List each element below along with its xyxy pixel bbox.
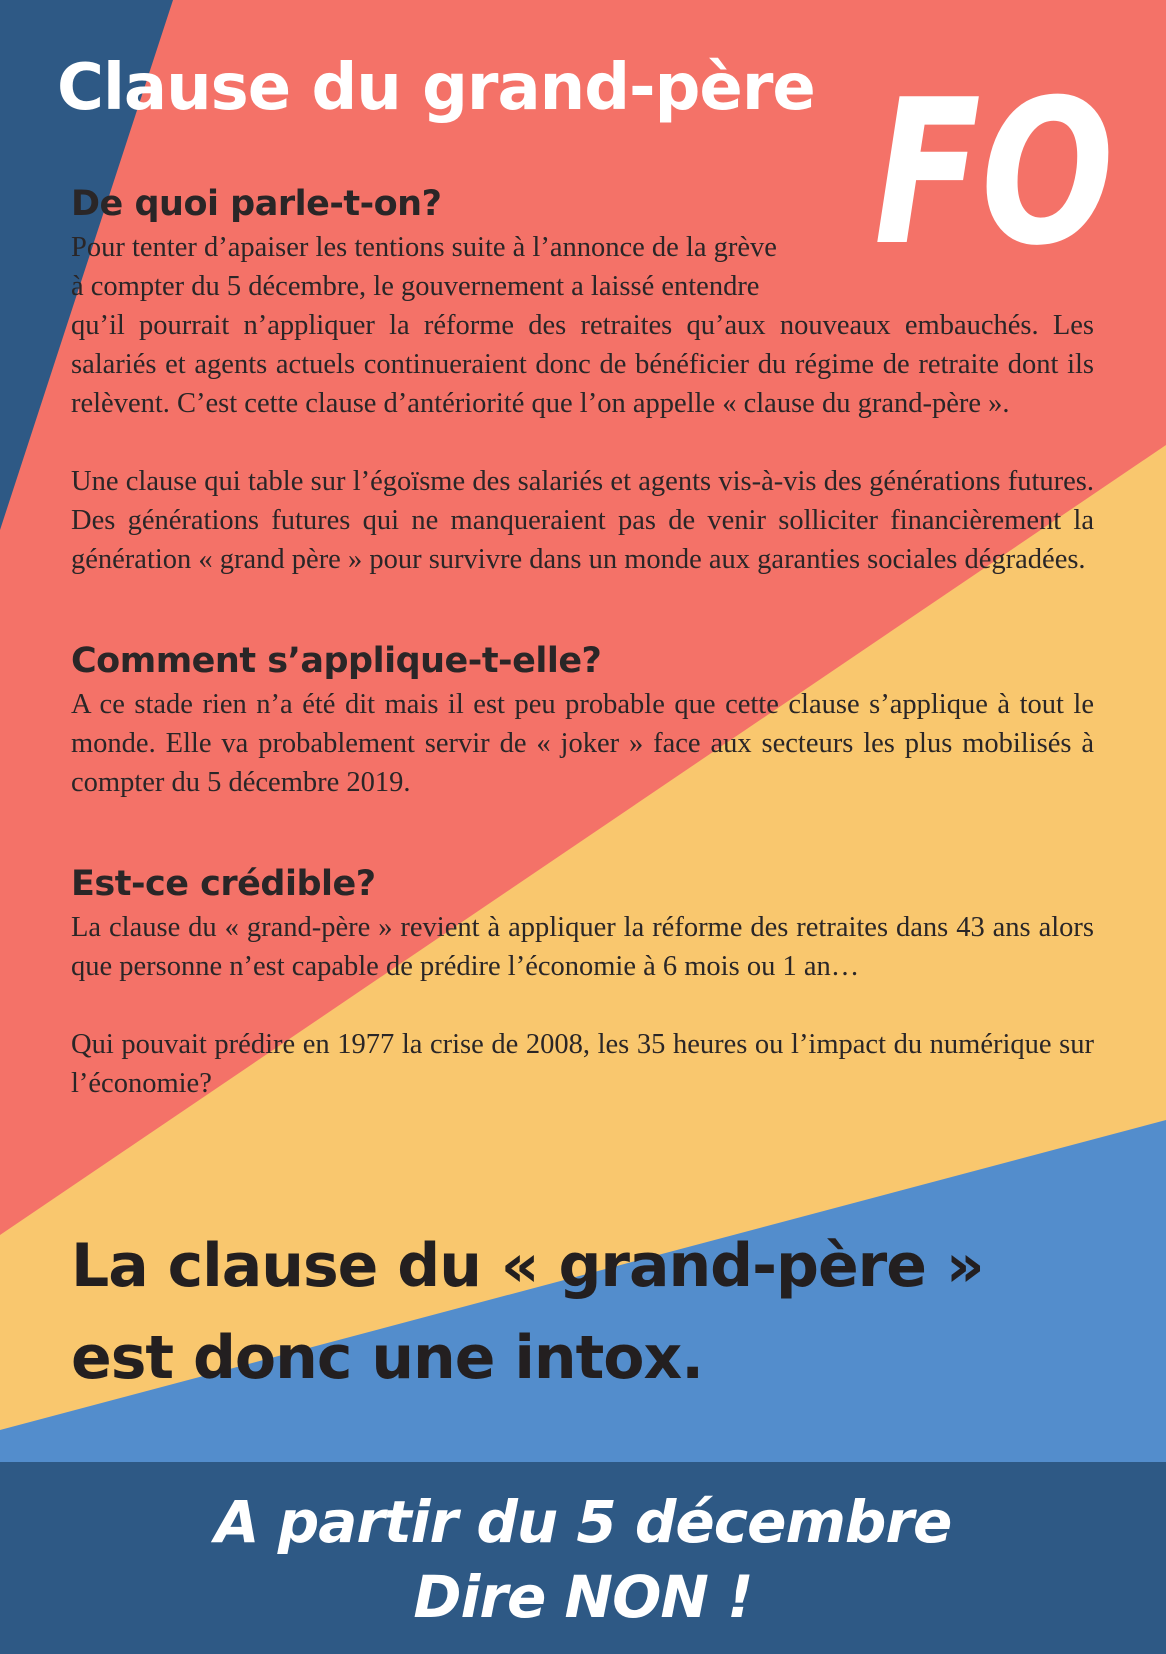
section-heading: De quoi parle-t-on? — [71, 184, 442, 224]
page-title: Clause du grand-père — [57, 51, 815, 125]
section-heading: Est-ce crédible? — [71, 864, 376, 904]
paragraph-line: à compter du 5 décembre, le gouvernement a laissé entendre — [71, 271, 760, 302]
paragraph: A ce stade rien n’a été dit mais il est peu probable que cette clause s’applique à tout le monde. Elle va probablement servir de « joker » face aux secteurs les plus mobilisés à compter du 5 décembre 2019. — [71, 689, 1094, 798]
conclusion-statement — [71, 1220, 984, 1404]
paragraph — [71, 228, 1094, 306]
footer-line-2: Dire NON ! — [413, 1563, 753, 1631]
conclusion-line-1: La clause du « grand-père » — [71, 1231, 984, 1301]
footer-call-to-action — [0, 1485, 1166, 1635]
conclusion-line-2: est donc une intox. — [71, 1323, 704, 1393]
paragraph: Qui pouvait prédire en 1977 la crise de 2008, les 35 heures ou l’impact du numérique sur l’économie? — [71, 1029, 1094, 1099]
section-heading: Comment s’applique-t-elle? — [71, 641, 602, 681]
main-content — [71, 180, 1094, 1103]
section-comment-s-applique-t-elle — [71, 637, 1094, 802]
paragraph: Une clause qui table sur l’égoïsme des salariés et agents vis-à-vis des générations futures. Des générations futures qui ne manqueraient pas de venir solliciter financièrement la génération « grand père » pour survivre dans un monde aux garanties sociales dégradées. — [71, 466, 1094, 575]
fo-logo-text: FO — [874, 57, 1114, 290]
paragraph: qu’il pourrait n’appliquer la réforme des retraites qu’aux nouveaux embauchés. Les salariés et agents actuels continueraient donc de bénéficier du régime de retraite dont ils relèvent. C’est cette clause d’antériorité que l’on appelle « clause du grand-père ». — [71, 310, 1094, 419]
footer-line-1: A partir du 5 décembre — [214, 1488, 952, 1556]
paragraph-line: Pour tenter d’apaiser les tentions suite à l’annonce de la grève — [71, 232, 777, 263]
section-de-quoi-parle-t-on — [71, 180, 1094, 579]
paragraph: La clause du « grand-père » revient à appliquer la réforme des retraites dans 43 ans alors que personne n’est capable de prédire l’économie à 6 mois ou 1 an… — [71, 912, 1094, 982]
section-est-ce-credible — [71, 860, 1094, 1103]
